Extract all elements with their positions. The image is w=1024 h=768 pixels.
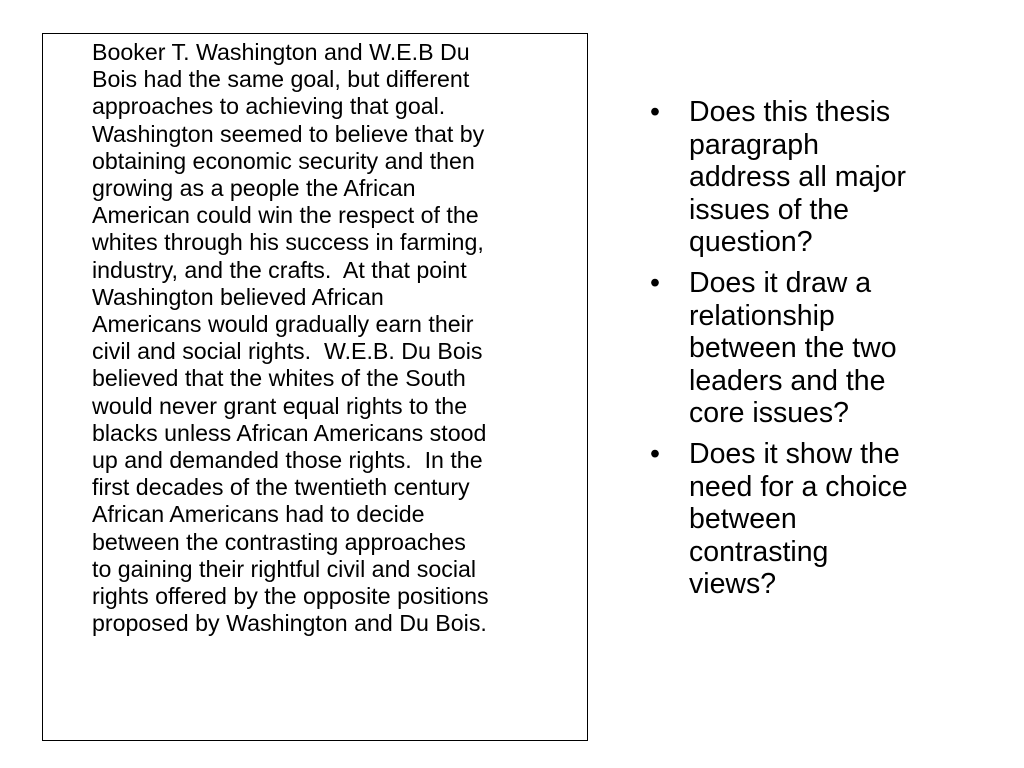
paragraph-line: Washington seemed to believe that by bbox=[92, 120, 485, 147]
bullet-line: contrasting bbox=[689, 535, 829, 568]
paragraph-line: whites through his success in farming, bbox=[92, 229, 484, 256]
paragraph-line: between the contrasting approaches bbox=[92, 528, 466, 555]
paragraph-line: proposed by Washington and Du Bois. bbox=[92, 610, 487, 637]
bullet-line: core issues? bbox=[689, 397, 849, 430]
paragraph-line: Americans would gradually earn their bbox=[92, 311, 474, 338]
paragraph-line: approaches to achieving that goal. bbox=[92, 93, 446, 120]
paragraph-line: up and demanded those rights. In the bbox=[92, 447, 483, 474]
bullet-line: leaders and the bbox=[689, 364, 886, 397]
bullet-line: Does it draw a bbox=[689, 266, 872, 299]
bullet-line: Does it show the bbox=[689, 437, 900, 470]
bullet-line: need for a choice bbox=[689, 470, 908, 503]
thesis-paragraph bbox=[92, 39, 584, 637]
paragraph-line: Booker T. Washington and W.E.B Du bbox=[92, 39, 470, 65]
review-questions-list bbox=[650, 96, 990, 609]
bullet-line: paragraph bbox=[689, 128, 819, 161]
bullet-line: between bbox=[689, 503, 797, 536]
thesis-paragraph-box bbox=[42, 33, 588, 741]
bullet-line: between the two bbox=[689, 332, 897, 365]
bullet-item bbox=[650, 96, 990, 259]
bullet-line: views? bbox=[689, 568, 777, 601]
paragraph-line: African Americans had to decide bbox=[92, 501, 425, 528]
bullet-line: address all major bbox=[689, 161, 907, 194]
paragraph-line: Bois had the same goal, but different bbox=[92, 66, 470, 93]
paragraph-line: industry, and the crafts. At that point bbox=[92, 256, 467, 283]
paragraph-line: civil and social rights. W.E.B. Du Bois bbox=[92, 338, 483, 365]
bullet-line: relationship bbox=[689, 299, 835, 332]
paragraph-line: Washington believed African bbox=[92, 283, 384, 310]
bullet-item bbox=[650, 438, 990, 601]
paragraph-line: blacks unless African Americans stood bbox=[92, 419, 487, 446]
paragraph-line: growing as a people the African bbox=[92, 175, 416, 202]
bullet-line: Does this thesis bbox=[689, 96, 891, 128]
paragraph-line: first decades of the twentieth century bbox=[92, 474, 470, 501]
bullet-item bbox=[650, 267, 990, 430]
bullet-line: issues of the bbox=[689, 193, 850, 226]
paragraph-line: believed that the whites of the South bbox=[92, 365, 466, 392]
paragraph-line: rights offered by the opposite positions bbox=[92, 583, 489, 610]
paragraph-line: American could win the respect of the bbox=[92, 202, 479, 229]
bullet-point-icon: • bbox=[650, 266, 660, 299]
bullet-point-icon: • bbox=[650, 96, 660, 128]
bullet-point-icon: • bbox=[650, 437, 660, 470]
paragraph-line: to gaining their rightful civil and social bbox=[92, 555, 477, 582]
paragraph-line: would never grant equal rights to the bbox=[92, 392, 468, 419]
bullet-line: question? bbox=[689, 226, 813, 259]
paragraph-line: obtaining economic security and then bbox=[92, 147, 475, 174]
